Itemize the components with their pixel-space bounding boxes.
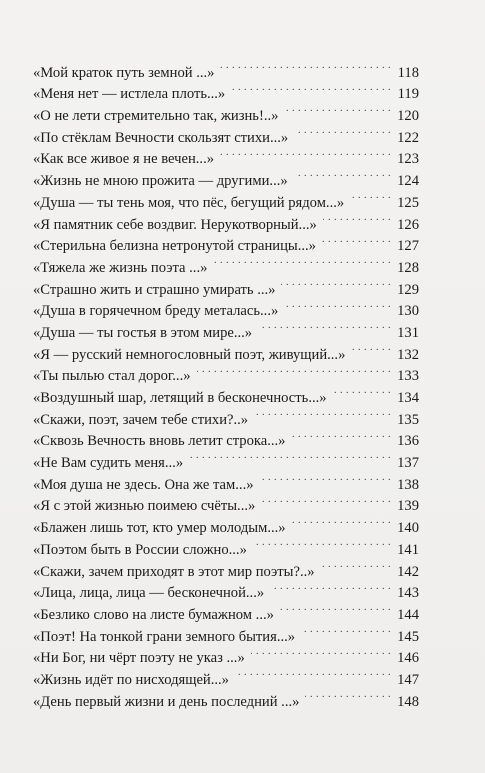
toc-entry-page: 142: [397, 563, 419, 580]
toc-leader-dots: [292, 510, 391, 532]
toc-entry-page: 132: [397, 346, 419, 363]
toc-entry-title: «Блажен лишь тот, кто умер молодым...»: [33, 520, 286, 537]
toc-entry-page: 143: [397, 585, 419, 602]
toc-leader-dots: [260, 467, 391, 489]
toc-entry-title: «Жизнь не мною прожита — другими...»: [33, 173, 288, 190]
toc-leader-dots: [254, 402, 391, 424]
toc-entry-title: «Не Вам судить меня...»: [33, 455, 184, 472]
toc-entry-title: «Страшно жить и страшно умирать ...»: [33, 281, 276, 298]
toc-entry-page: 127: [397, 238, 419, 255]
toc-leader-dots: [294, 163, 391, 185]
toc-entry-page: 136: [397, 433, 419, 450]
toc-entry-title: «Жизнь идёт по нисходящей...»: [33, 671, 229, 688]
toc-entry-page: 135: [397, 411, 419, 428]
toc-leader-dots: [321, 554, 391, 576]
toc-leader-dots: [261, 489, 391, 511]
toc-entry-page: 118: [397, 64, 419, 81]
toc-entry-title: «О не лети стремительно так, жизнь!..»: [33, 108, 279, 125]
toc-entry-title: «Скажи, поэт, зачем тебе стихи?..»: [33, 411, 249, 428]
toc-leader-dots: [351, 337, 391, 359]
toc-entry-page: 125: [397, 194, 419, 211]
toc-leader-dots: [284, 294, 391, 316]
toc-entry-title: «Тяжела же жизнь поэта ...»: [33, 259, 208, 276]
toc-entry-page: 133: [397, 368, 419, 385]
toc-entry-title: «Поэтом быть в России сложно...»: [33, 541, 247, 558]
toc-leader-dots: [291, 424, 391, 446]
toc-entry-title: «Мой краток путь земной ...»: [33, 64, 215, 81]
toc-entry-page: 134: [397, 390, 419, 406]
toc-entry-page: 147: [397, 671, 419, 688]
toc-entry-page: 120: [397, 108, 419, 125]
toc-entry-title: «День первый жизни и день последний ...»: [33, 693, 300, 710]
toc-leader-dots: [213, 250, 391, 272]
toc-entry-page: 141: [397, 541, 419, 558]
toc-leader-dots: [253, 532, 391, 554]
toc-entry-title: «Стерильна белизна нетронутой страницы...»: [33, 238, 316, 255]
toc-entry-page: 126: [397, 216, 419, 233]
toc-entry: [33, 55, 419, 81]
toc-leader-dots: [294, 120, 391, 142]
toc-leader-dots: [270, 576, 391, 598]
toc-entry-title: «Безлико слово на листе бумажном ...»: [33, 606, 274, 623]
toc-entry-page: 128: [397, 259, 419, 276]
toc-entry-title: «Душа — ты гостья в этом мире...»: [33, 324, 253, 341]
toc-entry-page: 123: [397, 151, 419, 168]
toc-entry-page: 137: [397, 455, 419, 472]
toc-leader-dots: [281, 272, 391, 294]
toc-entry-page: 146: [397, 650, 419, 667]
toc-entry-title: «Как все живое я не вечен...»: [33, 151, 215, 168]
toc-entry-title: «Поэт! На тонкой грани земного бытия...»: [33, 628, 296, 645]
toc-leader-dots: [235, 662, 391, 684]
toc-entry-page: 129: [397, 281, 419, 298]
toc-entry-page: 124: [397, 173, 419, 190]
toc-leader-dots: [220, 55, 391, 77]
toc-leader-dots: [322, 229, 391, 251]
toc-entry-page: 119: [397, 86, 419, 103]
toc-leader-dots: [231, 77, 391, 99]
toc-entry-title: «Ни Бог, ни чёрт поэту не указ ...»: [33, 650, 245, 667]
toc-leader-dots: [258, 315, 391, 337]
toc-entry-title: «Меня нет — истлела плоть...»: [33, 86, 226, 103]
toc-entry-title: «Я памятник себе воздвиг. Нерукотворный...»: [33, 216, 317, 233]
toc-entry-page: 140: [397, 520, 419, 537]
toc-entry-title: «Ты пылью стал дорог...»: [33, 368, 191, 385]
toc-entry-page: 131: [397, 324, 419, 341]
toc-entry-title: «Скажи, зачем приходят в этот мир поэты?..»: [33, 563, 315, 580]
table-of-contents: [33, 55, 419, 710]
toc-entry-title: «По стёклам Вечности скользят стихи...»: [33, 129, 289, 146]
toc-leader-dots: [280, 597, 391, 619]
toc-entry-title: «Душа — ты тень моя, что пёс, бегущий рядом...»: [33, 194, 345, 211]
toc-entry-title: «Я — русский немногословный поэт, живущий...»: [33, 346, 346, 363]
toc-entry-page: 138: [397, 476, 419, 493]
toc-leader-dots: [350, 185, 391, 207]
toc-leader-dots: [323, 207, 391, 229]
toc-leader-dots: [220, 142, 391, 164]
toc-leader-dots: [197, 359, 391, 381]
toc-entry-title: «Я с этой жизнью поимею счёты...»: [33, 498, 256, 515]
toc-entry-title: «Воздушный шар, летящий в бесконечность...»: [33, 390, 327, 406]
toc-entry-title: «Моя душа не здесь. Она же там...»: [33, 476, 254, 493]
toc-leader-dots: [251, 641, 391, 663]
toc-entry-page: 148: [397, 693, 419, 710]
toc-entry-page: 144: [397, 606, 419, 623]
toc-entry-page: 122: [397, 129, 419, 146]
toc-entry-page: 130: [397, 303, 419, 320]
toc-entry-page: 145: [397, 628, 419, 645]
toc-leader-dots: [305, 684, 391, 706]
toc-leader-dots: [189, 445, 391, 467]
toc-entry-title: «Душа в горячечном бреду металась...»: [33, 303, 279, 320]
toc-leader-dots: [333, 380, 391, 402]
toc-entry-page: 139: [397, 498, 419, 515]
toc-leader-dots: [301, 619, 391, 641]
toc-leader-dots: [284, 98, 391, 120]
toc-entry-title: «Лица, лица, лица — бесконечной...»: [33, 585, 265, 602]
toc-entry-title: «Сквозь Вечность вновь летит строка...»: [33, 433, 286, 450]
